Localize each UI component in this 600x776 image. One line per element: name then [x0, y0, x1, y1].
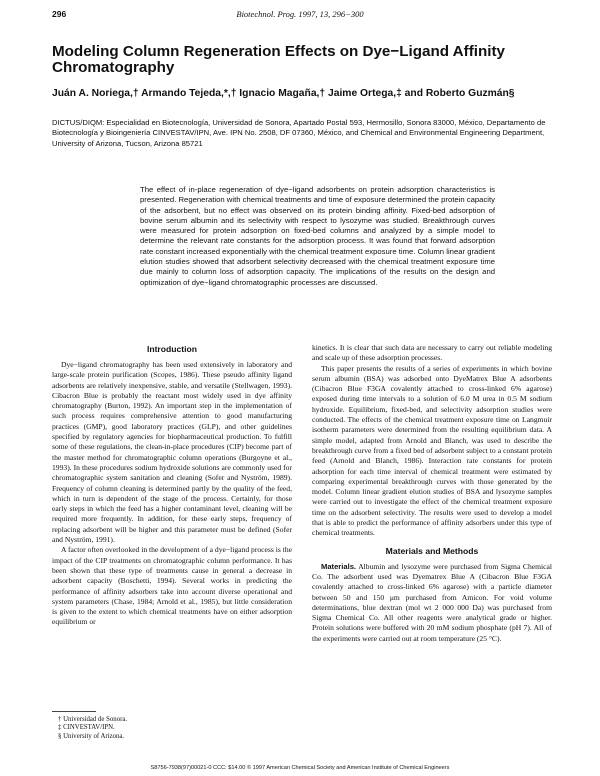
- materials-subheading: Materials.: [321, 561, 357, 571]
- journal-citation: Biotechnol. Prog. 1997, 13, 296−300: [236, 9, 364, 19]
- footnote: § University of Arizona.: [58, 732, 125, 740]
- running-header: [52, 9, 548, 21]
- author-affiliation: DICTUS/DIQM: Especialidad en Biotecnología, Universidad de Sonora, Apartado Postal 593, Hermosillo, Sonora 83000, México, Departamento de Biotecnología y Bioingeniería CINVESTAV/IPN, Ave. IPN No. 2508, DF 07360, México, and Chemical and Environmental Engineering Department, University of Arizona, Tucson, Arizona 85721: [52, 118, 546, 148]
- article-title: Modeling Column Regeneration Effects on Dye−Ligand Affinity Chromatography: [52, 43, 505, 76]
- introduction-paragraph: A factor often overlooked in the development of a dye−ligand process is the impact of the CIP treatments on chromatographic column performance. It has been shown that these type of treatments cause in general a decrease in adsorbent capacity (Boschetti, 1994). Several works in predicting the performance of affinity adsorbers take into account diverse operational and system parameters (Chase, 1984; Arnold et al., 1985), but little consideration is given to the extent to which chemical treatments have on either adsorption equilibrium or: [52, 545, 292, 627]
- methods-heading: Materials and Methods: [385, 545, 479, 556]
- materials-text: Albumin and lysozyme were purchased from Sigma Chemical Co. The adsorbent used was Dyematrex Blue A (Cibacron Blue F3GA covalently attached to cross-linked 6% agarose) with a particle diameter between 50 and 150 μm purchased from Amicon. For void volume determinations, blue dextran (mol wt 2 000 000 Da) was purchased from Sigma Chemical Co. All other reagents were analytical grade or higher. Protein solutions were buffered with 20 mM sodium phosphate (pH 7). All of the experiments were carried out at room temperature (25 °C).: [312, 561, 552, 643]
- footnotes: [58, 716, 288, 741]
- author-list: Juán A. Noriega,† Armando Tejeda,*,† Ignacio Magaña,† Jaime Ortega,‡ and Roberto Guzmán§: [52, 88, 515, 99]
- footnote: † Universidad de Sonora.: [58, 716, 128, 723]
- abstract: The effect of in-place regeneration of dye−ligand adsorbents on protein adsorption characteristics is presented. Regeneration with chemical treatments and time of exposure determined the protein capacity of the adsorbent, but no effect was observed on its protein binding affinity. Fixed-bed adsorption of bovine serum albumin and its selectivity with respect to lysozyme was studied. Breakthrough curves were measured for protein adsorption on fixed-bed columns and analyzed by a simple model to determine the relevant rate constants for the adsorption process. It was found that forward adsorption rate constant increased exponentially with the chemical treatment exposure time. Column linear gradient elution studies showed that adsorbent selectivity decreased with the chemical treatment exposure time due mainly to column loss of adsorption capacity. The implications of the results on the design and optimization of dye−ligand chromatographic processes are discussed.: [140, 185, 495, 287]
- copyright-footer: S8756-7938(97)00021-0 CCC: $14.00 © 1997 American Chemical Society and American Institute of Chemical Engineers: [150, 765, 450, 771]
- introduction-continuation: kinetics. It is clear that such data are necessary to carry out reliable modeling and scale up of these adsorption processes.: [312, 343, 552, 363]
- page-number: 296: [52, 9, 67, 19]
- materials-paragraph: [312, 562, 552, 644]
- right-column: [312, 343, 552, 644]
- footnote-divider: [52, 711, 96, 712]
- footnote: ‡ CINVESTAV/IPN.: [58, 724, 115, 732]
- left-column: [52, 343, 292, 628]
- introduction-paragraph: This paper presents the results of a series of experiments in which bovine serum albumin (BSA) was adsorbed onto DyeMatrex Blue A adsorbents (Cibacron Blue F3GA covalently attached to cross-linked 6% agarose) exposed during time intervals to a solution of 6.0 M urea in 0.5 M sodium hydroxide. Equilibrium, fixed-bed, and selectivity adsorption studies were conducted. The effects of the chemical treatment exposure time on Langmuir isotherm parameters were determined from the resulting equilibrium data. A simple model, adapted from Arnold and Blanch, was used to describe the breakthrough curve from a fixed bed of adsorbent subject to a constant protein feed (Arnold and Blanch, 1986). Interaction rate constants for protein adsorption for each time interval of chemical treatment were estimated by comparing experimental breakthrough curves with those generated by the model. Column linear gradient elution studies of BSA and lysozyme samples were carried out to investigate the effect of the chemical treatment exposure time on the adsorbent selectivity. The results were used to develop a model that is able to predict the performance of affinity adsorbers under this type of chemical treatments.: [312, 363, 552, 538]
- introduction-heading: Introduction: [146, 344, 198, 354]
- introduction-paragraph: Dye−ligand chromatography has been used extensively in laboratory and large-scale protein purification (Scopes, 1986). These pseudo affinity ligand adsorbents are relatively inexpensive, stable, and versatile (Stellwagen, 1993). Cibacron Blue is probably the reactant most widely used in dye affinity chromatography (Burton, 1992). An important step in the implementation of such process requires comprehensive attention to good manufacturing practices (GMP), good laboratory practices (GLP), and other guidelines specified by regulatory agencies for biopharmaceutical production. To fulfill some of these regulations, the clean-in-place procedures (CIP) become part of the master method for chromatographic column operations (Burgoyne et al., 1993). In these procedures sodium hydroxide solutions are commonly used for chromatographic system sanitation and cleaning (Sofer and Nyström, 1989). Frequency of column cleaning is determined partly by the quality of the feed, which in turn is dependent of the stage of the process. Certainly, for those early steps in which the feed has a higher contaminant level, cleaning will be required more frequently. In addition, for these early steps, frequency of replacing adsorbent will be higher and this parameter must be defined (Sofer and Nyström, 1991).: [52, 360, 292, 545]
